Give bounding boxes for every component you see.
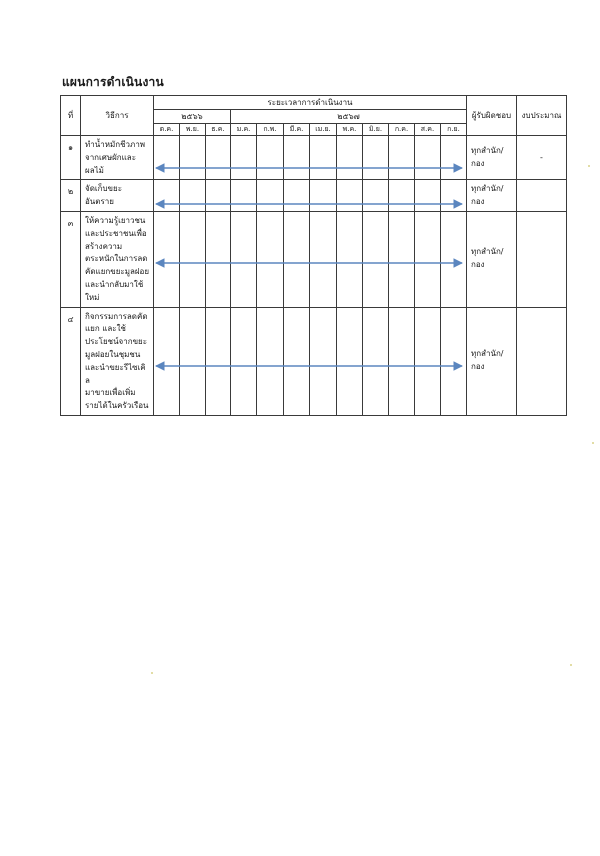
header-responsible: ผู้รับผิดชอบ (467, 96, 517, 136)
header-month: ส.ค. (415, 124, 441, 136)
method-line: จากเศษผักและ (85, 152, 136, 162)
row-budget (517, 180, 567, 212)
row-method (81, 180, 154, 212)
responsible-line: กอง (471, 196, 485, 206)
method-line: ประโยชน์จากขยะ (85, 337, 148, 347)
method-line: อันตราย (85, 197, 114, 207)
responsible-line: ทุกสำนัก/ (471, 247, 504, 257)
row-number: ๑ (61, 136, 81, 180)
method-line: ให้ความรู้เยาวชน (85, 215, 146, 225)
method-line: ผลไม้ (85, 165, 104, 175)
table-row (61, 136, 567, 180)
responsible-line: ทุกสำนัก/ (471, 183, 504, 193)
plan-table (60, 95, 567, 416)
header-month: มี.ค. (284, 124, 310, 136)
method-line: แยก และใช้ (85, 324, 126, 334)
responsible-line: กอง (471, 158, 485, 168)
method-line: สร้างความ (85, 241, 123, 251)
method-line: และประชาชนเพื่อ (85, 228, 147, 238)
method-line: รายได้ในครัวเรือน (85, 401, 149, 411)
row-number: ๓ (61, 211, 81, 307)
header-method: วิธีการ (81, 96, 154, 136)
row-number: ๔ (61, 307, 81, 415)
header-month: ม.ค. (231, 124, 257, 136)
scan-speck (592, 442, 594, 444)
method-line: มูลฝอยในชุมชน (85, 349, 141, 359)
row-responsible (467, 307, 517, 415)
method-line: และนำขยะรีไซเคิล (85, 362, 146, 385)
row-responsible (467, 180, 517, 212)
header-month: ก.พ. (257, 124, 284, 136)
row-method (81, 211, 154, 307)
header-month: ก.ย. (441, 124, 467, 136)
table-row (61, 211, 567, 307)
row-budget (517, 307, 567, 415)
scan-speck (570, 664, 572, 666)
page-title: แผนการดำเนินงาน (62, 75, 164, 89)
method-line: ใหม่ (85, 292, 100, 302)
responsible-line: ทุกสำนัก/ (471, 145, 504, 155)
row-budget (517, 211, 567, 307)
table-row (61, 307, 567, 415)
responsible-line: ทุกสำนัก/ (471, 349, 504, 359)
row-responsible (467, 136, 517, 180)
header-budget: งบประมาณ (517, 96, 567, 136)
header-month: ธ.ค. (206, 124, 231, 136)
row-method (81, 136, 154, 180)
header-no: ที่ (61, 96, 81, 136)
header-year-2567: ๒๕๖๗ (231, 110, 467, 124)
method-line: กิจกรรมการลดคัด (85, 311, 148, 321)
method-line: ตระหนักในการลด (85, 254, 148, 264)
header-month: มิ.ย. (363, 124, 389, 136)
table-row (61, 180, 567, 212)
method-line: และนำกลับมาใช้ (85, 279, 144, 289)
header-month: ต.ค. (154, 124, 180, 136)
responsible-line: กอง (471, 362, 485, 372)
header-month: พ.ค. (337, 124, 363, 136)
header-month: ก.ค. (389, 124, 415, 136)
header-period: ระยะเวลาการดำเนินงาน (154, 96, 467, 110)
scan-speck (588, 165, 590, 167)
header-month: พ.ย. (180, 124, 206, 136)
method-line: จัดเก็บขยะ (85, 184, 122, 194)
row-number: ๒ (61, 180, 81, 212)
method-line: ทำน้ำหมักชีวภาพ (85, 140, 146, 149)
header-year-2566: ๒๕๖๖ (154, 110, 231, 124)
row-responsible (467, 211, 517, 307)
responsible-line: กอง (471, 260, 485, 270)
row-method (81, 307, 154, 415)
header-month: เม.ย. (310, 124, 337, 136)
method-line: มาขายเพื่อเพิ่ม (85, 388, 136, 398)
scan-speck (151, 672, 153, 674)
method-line: คัดแยกขยะมูลฝอย (85, 267, 150, 277)
row-budget: - (517, 136, 567, 180)
